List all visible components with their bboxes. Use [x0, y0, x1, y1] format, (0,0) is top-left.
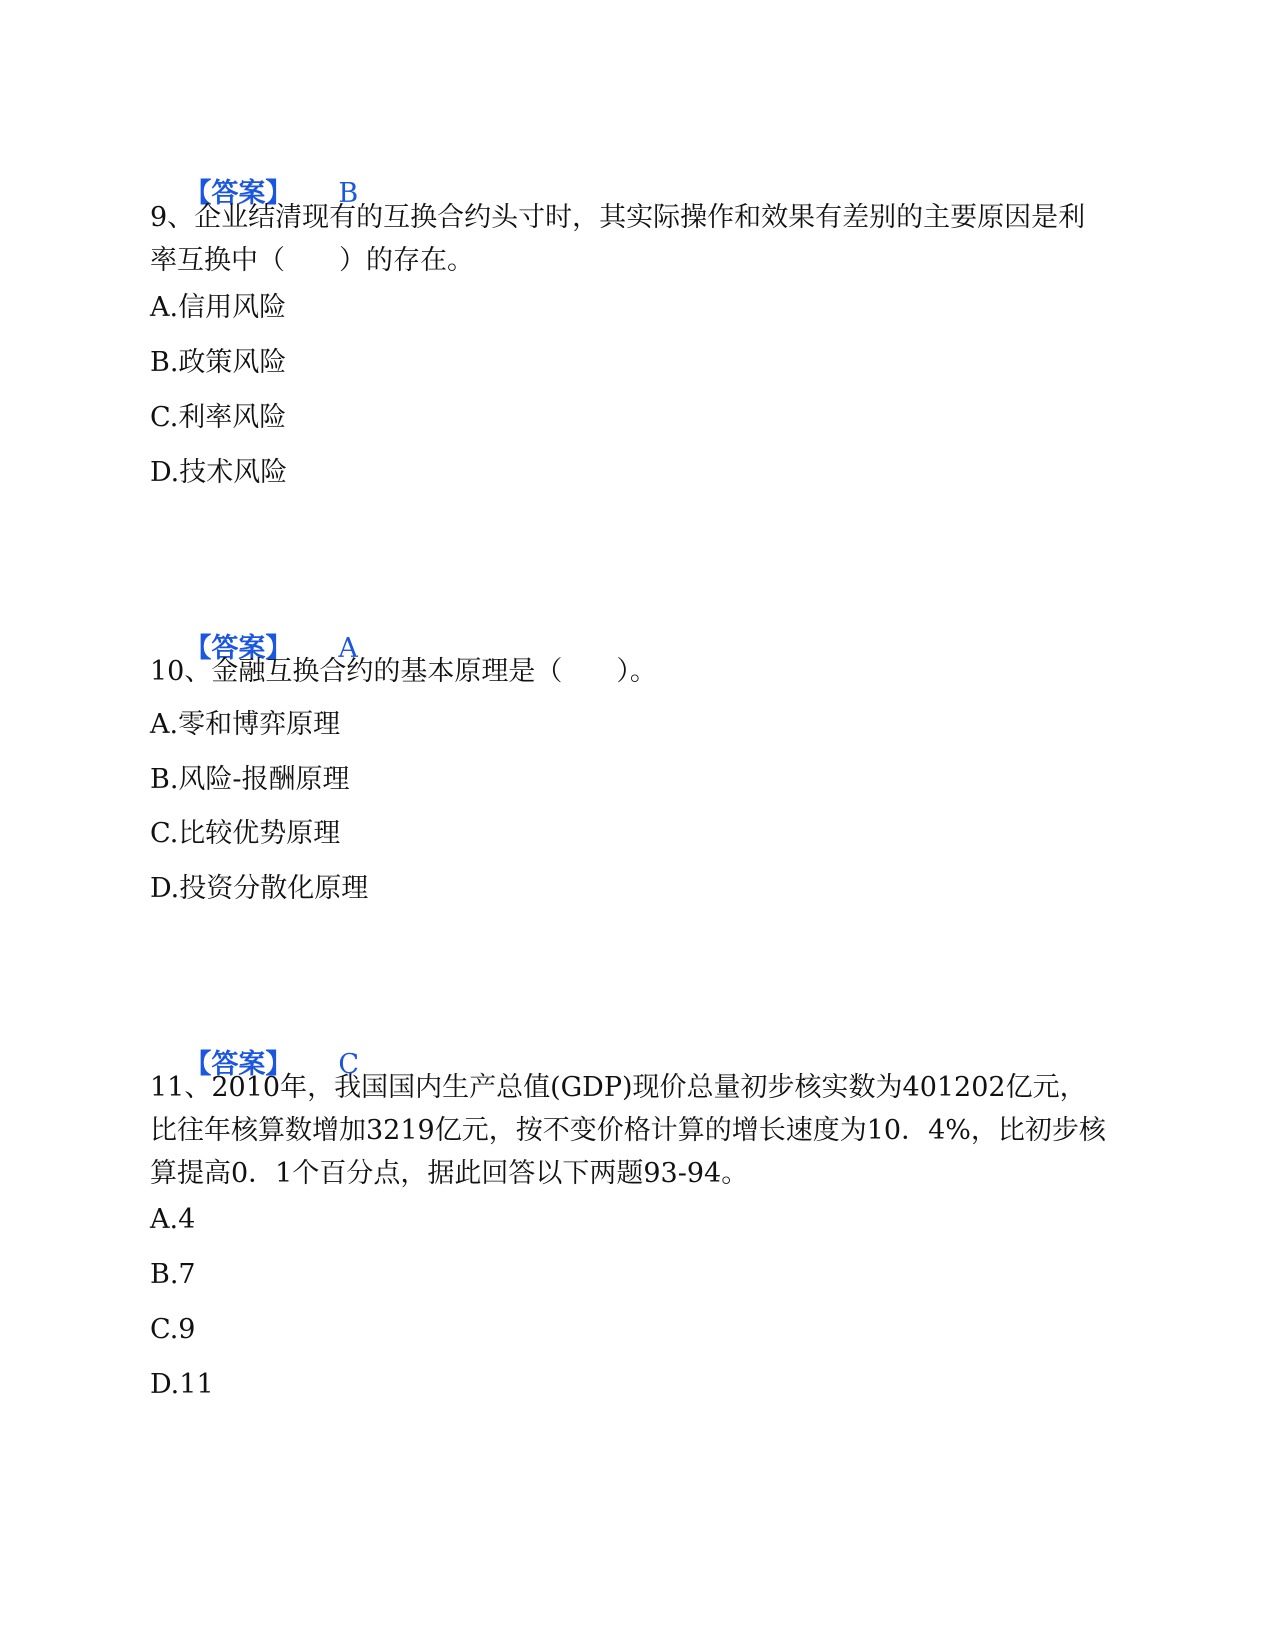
option-c: C.比较优势原理 — [150, 818, 341, 849]
option-b: B.7 — [150, 1259, 196, 1290]
question-stem: 10、金融互换合约的基本原理是（ ）。 — [150, 656, 657, 687]
option-b: B.风险-报酬原理 — [150, 764, 350, 795]
option-a: A.信用风险 — [150, 292, 287, 323]
question-stem: 9、企业结清现有的互换合约头寸时，其实际操作和效果有差别的主要原因是利率互换中（ ）的存在。 — [150, 202, 1086, 276]
option-d: D.技术风险 — [150, 457, 288, 488]
answer-value: C — [338, 1049, 360, 1080]
option-d: D.投资分散化原理 — [150, 873, 369, 904]
option-a: A.零和博弈原理 — [150, 709, 341, 740]
question-stem: 11、2010年，我国国内生产总值(GDP)现价总量初步核实数为401202亿元，比往年核算数增加3219亿元，按不变价格计算的增长速度为10．4%，比初步核算提高0．1个百分点，据此回答以下两题93-94。 — [150, 1072, 1106, 1189]
answer-label: 【答案】 — [184, 1049, 293, 1080]
option-d: D.11 — [150, 1369, 214, 1400]
option-b: B.政策风险 — [150, 347, 287, 378]
option-c: C.9 — [150, 1314, 196, 1345]
answer-label: 【答案】 — [184, 178, 293, 209]
answer-value: A — [338, 633, 358, 664]
option-c: C.利率风险 — [150, 402, 287, 433]
option-a: A.4 — [150, 1204, 196, 1235]
answer-value: B — [338, 178, 359, 209]
answer-label: 【答案】 — [184, 633, 293, 664]
